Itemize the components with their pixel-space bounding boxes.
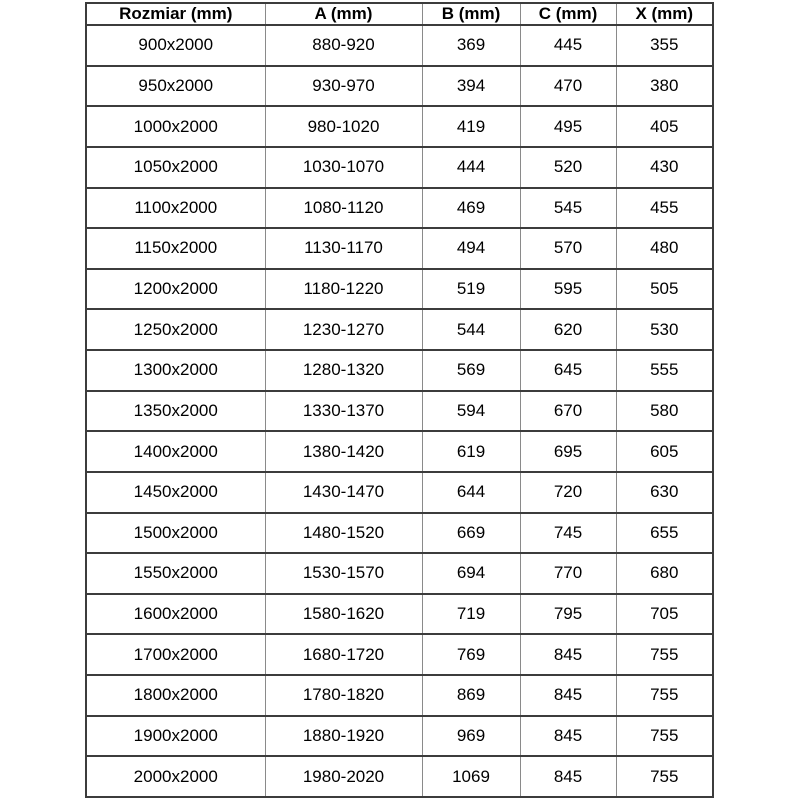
- table-cell: 605: [616, 431, 713, 472]
- table-cell: 569: [422, 350, 520, 391]
- table-cell: 1680-1720: [265, 634, 422, 675]
- table-cell: 595: [520, 269, 616, 310]
- table-cell: 845: [520, 675, 616, 716]
- table-cell: 620: [520, 309, 616, 350]
- table-cell: 444: [422, 147, 520, 188]
- table-cell: 1800x2000: [86, 675, 265, 716]
- table-cell: 355: [616, 25, 713, 66]
- table-cell: 1600x2000: [86, 594, 265, 635]
- table-cell: 669: [422, 513, 520, 554]
- table-cell: 950x2000: [86, 66, 265, 107]
- table-row: [86, 66, 713, 107]
- table-cell: 520: [520, 147, 616, 188]
- table-row: [86, 553, 713, 594]
- table-cell: 1180-1220: [265, 269, 422, 310]
- table-row: [86, 188, 713, 229]
- table-row: [86, 391, 713, 432]
- table-row: [86, 25, 713, 66]
- table-cell: 980-1020: [265, 106, 422, 147]
- table-cell: 769: [422, 634, 520, 675]
- table-cell: 530: [616, 309, 713, 350]
- table-cell: 1000x2000: [86, 106, 265, 147]
- table-cell: 695: [520, 431, 616, 472]
- table-cell: 1300x2000: [86, 350, 265, 391]
- table-cell: 719: [422, 594, 520, 635]
- header-row: [86, 3, 713, 25]
- table-cell: 755: [616, 634, 713, 675]
- table-row: [86, 106, 713, 147]
- table-cell: 720: [520, 472, 616, 513]
- table-cell: 555: [616, 350, 713, 391]
- table-cell: 619: [422, 431, 520, 472]
- table-cell: 545: [520, 188, 616, 229]
- table-cell: 655: [616, 513, 713, 554]
- table-cell: 795: [520, 594, 616, 635]
- table-cell: 419: [422, 106, 520, 147]
- table-cell: 380: [616, 66, 713, 107]
- table-cell: 845: [520, 756, 616, 797]
- column-header: Rozmiar (mm): [86, 3, 265, 25]
- table-row: [86, 269, 713, 310]
- table-cell: 1230-1270: [265, 309, 422, 350]
- table-cell: 869: [422, 675, 520, 716]
- table-cell: 594: [422, 391, 520, 432]
- table-cell: 1530-1570: [265, 553, 422, 594]
- table-cell: 645: [520, 350, 616, 391]
- table-cell: 755: [616, 675, 713, 716]
- table-cell: 930-970: [265, 66, 422, 107]
- table-cell: 519: [422, 269, 520, 310]
- table-cell: 1880-1920: [265, 716, 422, 757]
- table-cell: 480: [616, 228, 713, 269]
- table-row: [86, 350, 713, 391]
- table-cell: 969: [422, 716, 520, 757]
- table-cell: 755: [616, 716, 713, 757]
- table-cell: 1500x2000: [86, 513, 265, 554]
- table-cell: 1480-1520: [265, 513, 422, 554]
- table-cell: 369: [422, 25, 520, 66]
- table-cell: 845: [520, 716, 616, 757]
- table-cell: 1280-1320: [265, 350, 422, 391]
- table-cell: 570: [520, 228, 616, 269]
- table-cell: 880-920: [265, 25, 422, 66]
- table-cell: 900x2000: [86, 25, 265, 66]
- table-cell: 1550x2000: [86, 553, 265, 594]
- table-cell: 755: [616, 756, 713, 797]
- table-row: [86, 675, 713, 716]
- table-body: [86, 25, 713, 797]
- column-header: B (mm): [422, 3, 520, 25]
- table-cell: 770: [520, 553, 616, 594]
- column-header: C (mm): [520, 3, 616, 25]
- table-cell: 1350x2000: [86, 391, 265, 432]
- table-cell: 1330-1370: [265, 391, 422, 432]
- table-row: [86, 716, 713, 757]
- table-cell: 1700x2000: [86, 634, 265, 675]
- table-cell: 1900x2000: [86, 716, 265, 757]
- table-cell: 495: [520, 106, 616, 147]
- table-cell: 1430-1470: [265, 472, 422, 513]
- table-cell: 494: [422, 228, 520, 269]
- table-cell: 1380-1420: [265, 431, 422, 472]
- size-spec-table: [85, 2, 714, 798]
- table-cell: 745: [520, 513, 616, 554]
- table-cell: 1450x2000: [86, 472, 265, 513]
- table-cell: 394: [422, 66, 520, 107]
- table-row: [86, 228, 713, 269]
- table-cell: 505: [616, 269, 713, 310]
- table-cell: 580: [616, 391, 713, 432]
- table-cell: 1030-1070: [265, 147, 422, 188]
- table-row: [86, 309, 713, 350]
- table-cell: 544: [422, 309, 520, 350]
- table-cell: 1150x2000: [86, 228, 265, 269]
- table-row: [86, 472, 713, 513]
- table-cell: 644: [422, 472, 520, 513]
- table-cell: 1250x2000: [86, 309, 265, 350]
- table-cell: 2000x2000: [86, 756, 265, 797]
- table-cell: 455: [616, 188, 713, 229]
- table-cell: 1069: [422, 756, 520, 797]
- table-cell: 1100x2000: [86, 188, 265, 229]
- table-cell: 430: [616, 147, 713, 188]
- table-cell: 1980-2020: [265, 756, 422, 797]
- table-cell: 670: [520, 391, 616, 432]
- table-cell: 630: [616, 472, 713, 513]
- table-row: [86, 431, 713, 472]
- table-cell: 845: [520, 634, 616, 675]
- table-cell: 405: [616, 106, 713, 147]
- table-row: [86, 513, 713, 554]
- table-cell: 680: [616, 553, 713, 594]
- column-header: X (mm): [616, 3, 713, 25]
- table-row: [86, 147, 713, 188]
- table-cell: 1130-1170: [265, 228, 422, 269]
- table-cell: 470: [520, 66, 616, 107]
- table-cell: 1080-1120: [265, 188, 422, 229]
- table-cell: 1780-1820: [265, 675, 422, 716]
- table-row: [86, 634, 713, 675]
- table-cell: 1050x2000: [86, 147, 265, 188]
- size-spec-table-container: [85, 2, 712, 798]
- table-cell: 1400x2000: [86, 431, 265, 472]
- table-row: [86, 756, 713, 797]
- table-cell: 445: [520, 25, 616, 66]
- table-cell: 1580-1620: [265, 594, 422, 635]
- table-cell: 705: [616, 594, 713, 635]
- column-header: A (mm): [265, 3, 422, 25]
- table-cell: 469: [422, 188, 520, 229]
- table-cell: 1200x2000: [86, 269, 265, 310]
- table-cell: 694: [422, 553, 520, 594]
- table-row: [86, 594, 713, 635]
